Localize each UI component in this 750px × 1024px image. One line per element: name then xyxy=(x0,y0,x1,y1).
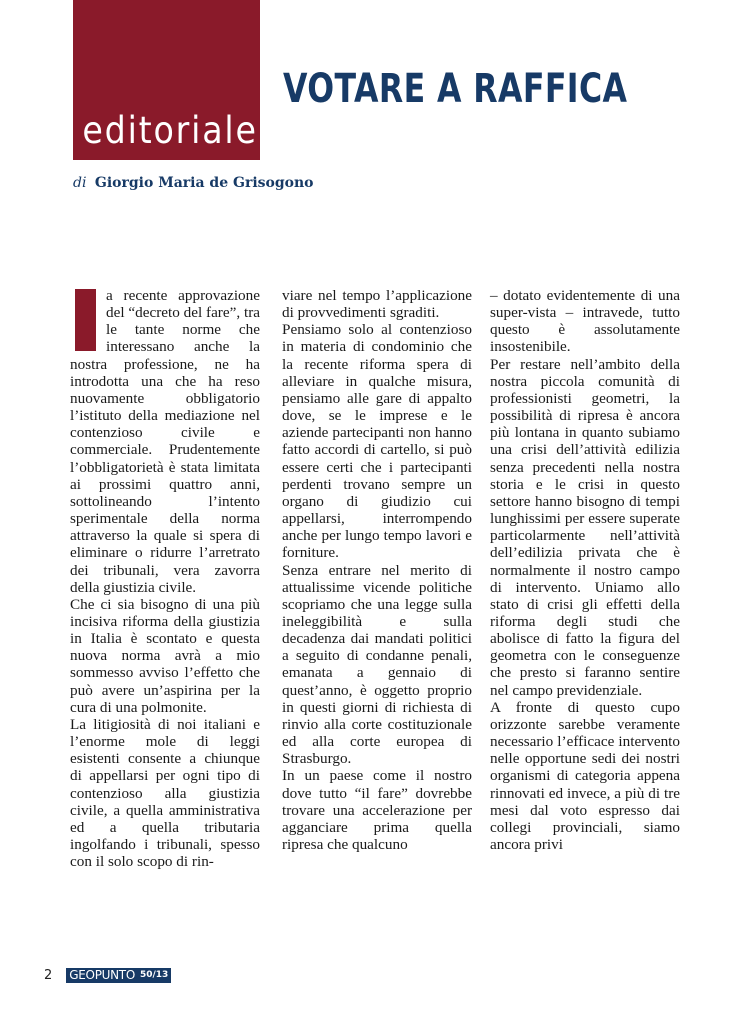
section-header-box xyxy=(73,0,260,160)
paragraph: A fronte di questo cupo orizzonte sarebbe veramente necessario l’efficace intervento nelle opportune sedi dei nostri organismi di categoria appena rinnovati ed invece, a più di tre mesi dal voto espresso dai collegi provinciali, siamo ancora privi xyxy=(490,698,680,853)
paragraph: In un paese come il nostro dove tutto “il fare” dovrebbe trovare una accelerazione per agganciare prima quella ripresa che qualcuno xyxy=(282,767,472,853)
paragraph: viare nel tempo l’applicazione di provvedimenti sgraditi. xyxy=(282,287,472,322)
page-footer xyxy=(44,964,171,986)
paragraph: Senza entrare nel merito di attualissime vicende politiche scopriamo che una legge sulla ineleggibilità e sulla decadenza dai mandati politici a seguito di condanne penali, emanata a gennaio di quest’anno, è oggetto proprio in questi giorni di richiesta di rinvio alla corte costituzionale ed alla corte europea di Strasburgo. xyxy=(282,561,472,768)
paragraph: Pensiamo solo al contenzioso in materia di condominio che la recente riforma spera di alleviare in qualche misura, pensiamo alle gare di appalto dove, se le imprese e le aziende partecipanti non hanno fatto accordi di cartello, si può essere certi che i partecipanti perdenti trovano sempre un organo di giudizio cui appellarsi, interrompendo anche per lungo tempo lavori e forniture. xyxy=(282,321,472,562)
drop-cap-block xyxy=(75,289,96,351)
section-label: editoriale xyxy=(82,109,258,152)
byline xyxy=(73,175,314,191)
logo-text: GEOPUNTO xyxy=(69,967,135,982)
magazine-logo xyxy=(66,968,171,983)
paragraph: – dotato evidentemente di una super-vista – intravede, tutto questo è assolutamente insostenibile. xyxy=(490,287,680,356)
issue-number: 50/13 xyxy=(139,969,169,980)
article-title: VOTARE A RAFFICA xyxy=(283,66,628,112)
paragraph: Che ci sia bisogno di una più incisiva riforma della giustizia in Italia è scontato e questa nuova norma avrà a mio sommesso avviso l’effetto che può avere un’aspirina per la cura di una polmonite. xyxy=(70,595,260,716)
article-column-3 xyxy=(490,287,680,853)
paragraph: La litigiosità di noi italiani e l’enorme mole di leggi esistenti consente a chiunque di appellarsi per ogni tipo di contenzioso alla giustizia civile, a quella amministrativa ed a quella tributaria ingolfando i tribunali, spesso con il solo scopo di rin- xyxy=(70,715,260,871)
page-number: 2 xyxy=(44,967,53,983)
article-column-1 xyxy=(70,287,260,870)
paragraph: Per restare nell’ambito della nostra piccola comunità di professionisti geometri, la possibilità di ripresa è ancora più lontana in quanto subiamo una crisi dell’attività edilizia senza precedenti nella nostra storia e le crisi in questo settore hanno bisogno di tempi lunghissimi per essere superate particolarmente nell’attività dell’edilizia privata che è normalmente il nostro campo di intervento. Uniamo allo stato di crisi gli effetti della riforma degli studi che abolisce di fatto la figura del geometra con le conseguenze che presto si faranno sentire nel campo previdenziale. xyxy=(490,355,680,699)
byline-prefix: di xyxy=(73,175,87,191)
article-column-2 xyxy=(282,287,472,853)
paragraph: a recente approvazione del “decreto del fare”, tra le tante norme che interessano anche la nostra professione, ne ha introdotta una che ha reso nuovamente obbligatorio l’istituto della mediazione nel contenzioso civile e commerciale. Prudentemente l’obbligatorietà è stata limitata ai prossimi quattro anni, sottolineando l’intento sperimentale della norma attraverso la quale si spera di eliminare o ridurre l’arretrato dei tribunali, vera zavorra della giustizia civile. xyxy=(70,287,260,596)
author-name: Giorgio Maria de Grisogono xyxy=(94,175,314,191)
